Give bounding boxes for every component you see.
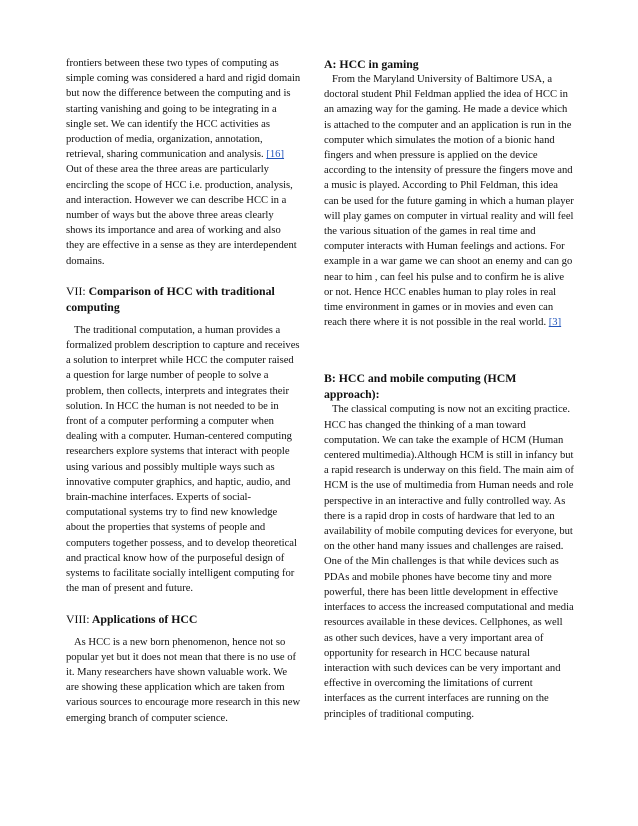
section-8-heading	[66, 611, 301, 627]
section-b-heading: B: HCC and mobile computing (HCM approach):	[324, 371, 517, 402]
section-8-title: Applications of HCC	[91, 611, 198, 626]
right-column	[324, 56, 574, 722]
section-a-body	[324, 72, 574, 330]
reference-link-16[interactable]: [16]	[266, 149, 285, 161]
section-b-body: The classical computing is now not an exciting practice. HCC has changed the thinking of a man toward computation. We can take the example of HCM (Human centered multimedia).Although HCM is still in infancy but a rapid research is underway on this field. The main aim of HCM is the use of multimedia from Human needs and role perspective in an interactive and fully controlled way. As there is a rapid drop in costs of hardware that led to an availability of mobile computing devices for everyone, but on the other hand many issues and challenges are raised. One of the Min challenges is that while devices such as PDAs and mobile phones have become tiny and more powerful, there has been little development in effective interfaces to access the increased computational and media resources available in these devices. Cellphones, as well as other such devices, have a very important area of opportunity for research in HCC because natural interaction with such devices can be very important and effective in overcoming the limitations of current interfaces as the current interfaces are running on the principles of traditional computing.	[324, 404, 574, 720]
section-7-number: VII:	[66, 283, 86, 298]
section-8-body: As HCC is a new born phenomenon, hence not so popular yet but it does not mean that there is no use of it. Many researchers have shown valuable work. We are showing these application which are taken from various sources to encourage more research in this new emerging branch of computer science.	[66, 636, 301, 724]
reference-link-3[interactable]: [3]	[548, 317, 562, 329]
section-7-body: The traditional computation, a human provides a formalized problem description to capture and receives a solution to interpret while HCC the computer raised a question for large number of people to solve a problem, then collects, interprets and integrates their solution. In HCC the human is not needed to be in front of a computer performing a computer when dealing with a computer. Human-centered computing researchers explore systems that interact with people using various and possibly multiple ways such as innovative computer graphics, and haptic, audio, and brain-machine interfaces. Experts of social-computational systems try to find new knowledge about the properties that systems of people and computers together possess, and to develop theoretical and practical know how of the purposeful design of systems to facilitate socially intelligent computing for the man of present and future.	[66, 324, 300, 595]
section-8-number: VIII:	[66, 611, 90, 626]
intro-paragraph-1	[66, 56, 301, 162]
intro-paragraph-1-text: frontiers between these two types of computing as simple coming was considered a hard and rigid domain but now the difference between the computing and is starting vanishing and going to be integrating in a single set. We can identify the HCC activities as production of media, organization, annotation, retrieval, sharing communication and analysis.	[66, 58, 301, 161]
section-7-title: Comparison of HCC with traditional computing	[66, 283, 275, 314]
left-column	[66, 56, 301, 726]
intro-paragraph-2: Out of these area the three areas are particularly encircling the scope of HCC i.e. production, analysis, and interaction. However we can describe HCC in a number of ways but the above three areas clearly shows its importance and area of working and also they are effective in a sense as they are interdependent domains.	[66, 164, 297, 267]
section-a-heading: A: HCC in gaming	[324, 57, 419, 71]
section-a-body-text: From the Maryland University of Baltimore USA, a doctoral student Phil Feldman applied the idea of HCC in an amazing way for the gaming. He made a device which is attached to the computer and an application is run in the computer which simulates the motion of a bionic hand fingers and when pressure is applied on the device according to the intensity of pressure the fingers move and a music is played. According to Phil Feldman, this idea can be used for the future gaming in which a human player will play games on computer in virtual reality and will feel the various situation of the games in real time and computer interacts with Human feelings and actions. For example in a war game we can shoot an enemy and can go near to him , can feel his pulse and to confirm he is alive or not. Hence HCC enables human to play roles in real time environment in games or in movies and even can reach there where it is not possible in the real world.	[324, 74, 574, 329]
section-7-heading	[66, 283, 301, 315]
